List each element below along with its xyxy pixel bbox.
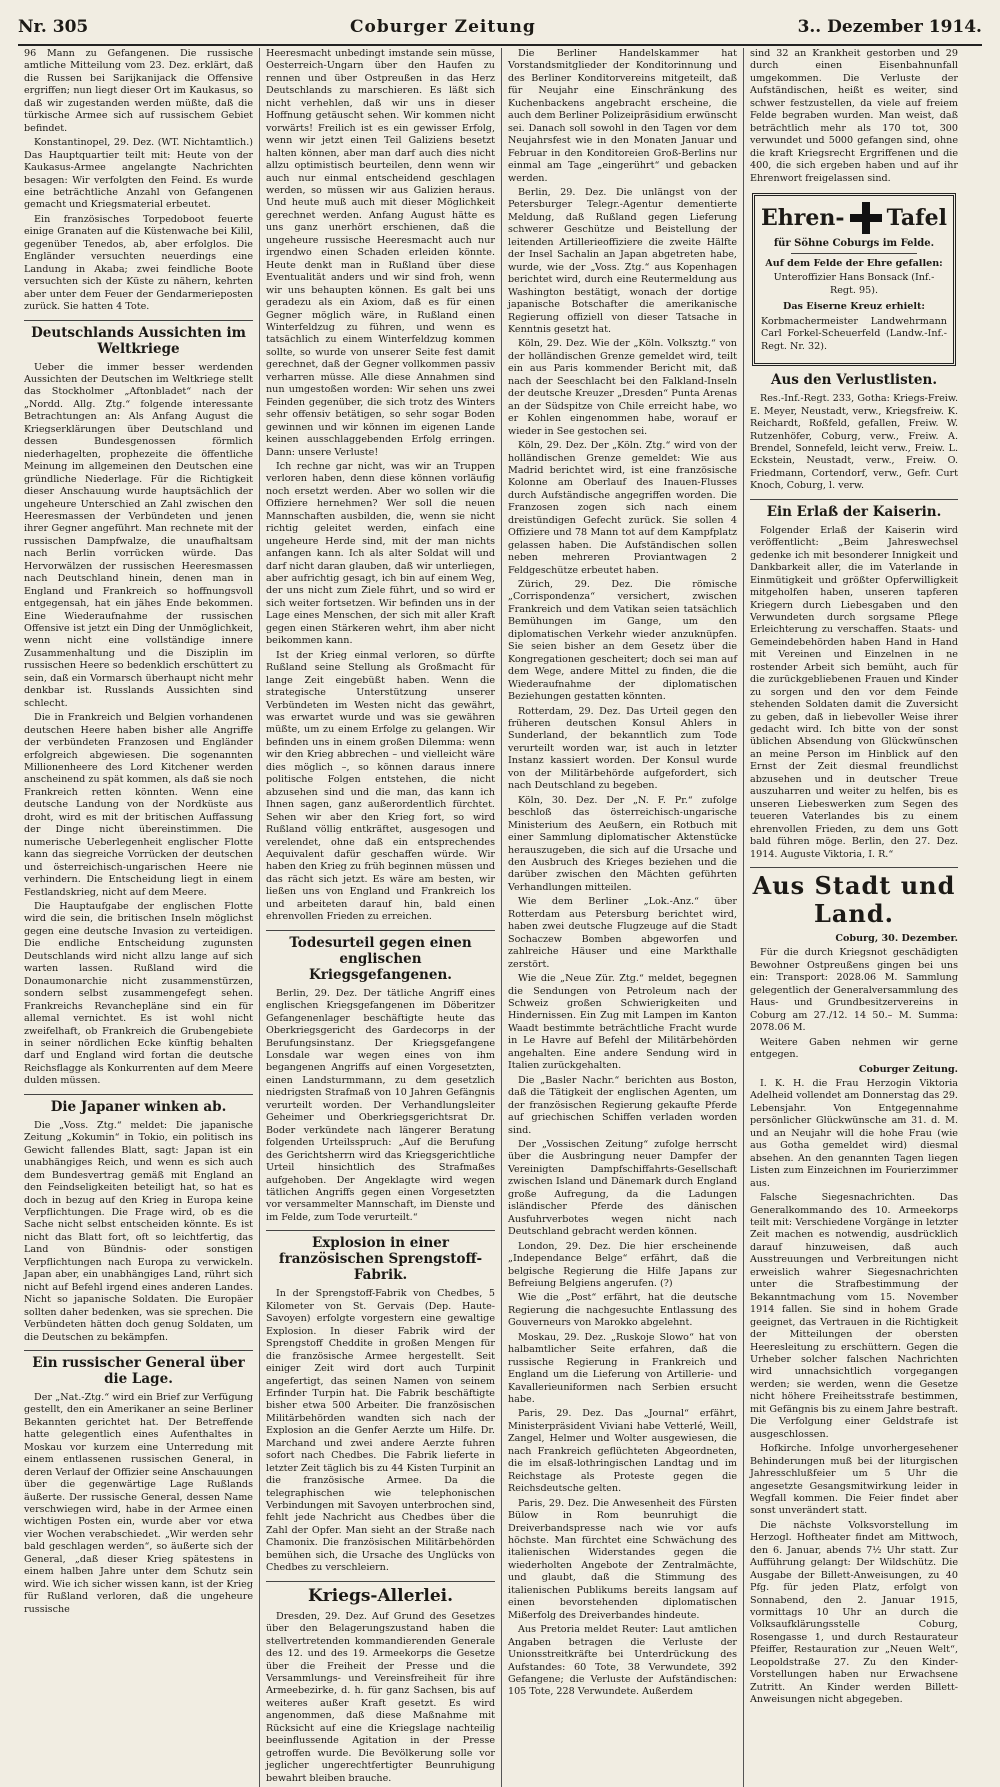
article-text: Weitere Gaben nehmen wir gerne entgegen. — [750, 1036, 958, 1061]
headline: Todesurteil gegen einen englischen Kriegsgefangenen. — [266, 930, 495, 983]
section-headline: Aus Stadt und Land. — [750, 867, 958, 928]
article-text: Wie die „Post“ erfährt, hat die deutsche Regierung die nachgesuchte Entlassung des Gouverneurs von Marokko abgelehnt. — [508, 1292, 737, 1329]
honor-roll-title — [761, 202, 947, 234]
article-text: Wie die „Neue Zür. Ztg.“ meldet, begegnen die Sendungen von Petroleum nach der Schweiz großen Schwierigkeiten und Hindernissen. Ein Zug mit Lampen im Kanton Waadt bestimmte beträchtliche Fracht wurde in Le Havre auf Befehl der Militärbehörden angehalten. Eine andere Sendung wird in Italien zurückgehalten. — [508, 973, 737, 1072]
article-text: Hofkirche. Infolge unvorhergesehener Behinderungen muß bei der liturgischen Jahresschlußfeier um 5 Uhr die angesetzte Gesangsmitwirkung leider in Wegfall kommen. Die Feier findet aber sonst unverändert statt. — [750, 1443, 958, 1517]
article-text: Konstantinopel, 29. Dez. (WT. Nichtamtlich.) Das Hauptquartier teilt mit: Heute von der Kaukasus-Armee angelangte Nachrichten besagen: Wir verfolgten den Feind. Es wurde eine beträchtliche Anzahl von Gefangenen gemacht und Kriegsmaterial erbeutet. — [24, 137, 253, 211]
article-text: Die „Basler Nachr.“ berichten aus Boston, daß die Tätigkeit der englischen Agenten, um der französischen Regierung gekaufte Pferde auf griechischen Schiffen verladen worden sind. — [508, 1074, 737, 1136]
article-text: Zürich, 29. Dez. Die römische „Corrispondenza“ versichert, zwischen Frankreich und dem Vatikan seien tatsächlich Bemühungen im Gange, um den diplomatischen Verkehr wieder anzuknüpfen. Sie seien bisher an dem Gesetz über die Kongregationen gescheitert; doch sei man auf dem Wege, andere Mittel zu finden, die die Wiederaufnahme der diplomatischen Beziehungen gestatten könnten. — [508, 579, 737, 703]
article-text: Ueber die immer besser werdenden Aussichten der Deutschen im Weltkriege stellt das Stockholmer „Aftonbladet“ nach der „Nordd. Allg. Ztg.“ folgende interessante Betrachtungen an: Als Anfang August die Kriegserklärungen über Deutschland und dessen Bundesgenossen förmlich niederhagelten, prophezeite die öffentliche Meinung im allgemeinen den Deutschen eine gründliche Niederlage. Für die Richtigkeit dieser Anschauung wurde hauptsächlich der ungeheure Unterschied an Zahl zwischen den Heeresmassen der Verbündeten und jenen ihrer Gegner angeführt. Man rechnete mit der russischen Dampfwalze, die unaufhaltsam nach Berlin vorrücken würde. Das Hervorwälzen der russischen Heeresmassen nach Deutschland hinein, denen man in England und Frankreich so hoffnungsvoll entgegensah, hat ein jähes Ende bekommen. Eine Wiederaufnahme der russischen Offensive ist jetzt ein Ding der Unmöglichkeit, wenn nicht eine vollständige innere Zusammenhaltung und die Disziplin im russischen Heere so bedenklich erschüttert zu sein, daß ein Vormarsch überhaupt nicht mehr denkbar ist. Russlands Aussichten sind schlecht. — [24, 361, 253, 709]
honor-cross-heading: Das Eiserne Kreuz erhielt: — [783, 301, 925, 313]
columns — [18, 48, 982, 1784]
headline: Die Japaner winken ab. — [24, 1094, 253, 1115]
divider — [791, 253, 917, 254]
honor-roll-subtitle: für Söhne Coburgs im Felde. — [773, 237, 935, 249]
honor-roll-title-right: Tafel — [886, 204, 947, 231]
headline: Kriegs-Allerlei. — [266, 1581, 495, 1606]
signature: Coburger Zeitung. — [858, 1063, 958, 1075]
article-text: Die „Voss. Ztg.“ meldet: Die japanische Zeitung „Kokumin“ in Tokio, ein politisch ins Gewicht fallendes Blatt, sagt: Japan ist ein unabhängiges Reich, und wenn es sich auch dem Bundesvertrag gemäß mit England an den Feindseligkeiten beteiligt hat, so hat es doch in bezug auf den Krieg in Europa keine Verpflichtungen. Die Frage wird, ob es die Sache nicht selbst entscheiden könnte. Es ist nicht das Blatt fort, oft so leichtfertig, das Land von Bündnis- oder sonstigen Verpflichtungen nach Europa zu verwickeln. Japan aber, ein unabhängiges Land, rührt sich nicht auf Befehl irgend eines anderen Landes. Nicht so japanische Soldaten. Die Europäer sollten daher bedenken, was sie sprechen. Die Verbündeten hätten doch genug Soldaten, um die Deutschen zu bekämpfen. — [24, 1119, 253, 1343]
headline: Ein Erlaß der Kaiserin. — [750, 499, 958, 520]
column-1 — [18, 48, 260, 1787]
article-text: I. K. H. die Frau Herzogin Viktoria Adelheid vollendet am Donnerstag das 29. Lebensjahr. Von Entgegennahme persönlicher Glückwünsche am 31. d. M. und an Neujahr will die hohe Frau (wie aus Gotha gemeldet wird) diesmal absehen. An den genannten Tagen liegen Listen zum Einzeichnen im Fourierzimmer aus. — [750, 1078, 958, 1189]
column-3 — [502, 48, 744, 1787]
iron-cross-icon — [850, 202, 880, 234]
article-text: Köln, 29. Dez. Der „Köln. Ztg.“ wird von der holländischen Grenze gemeldet: Wie aus Madrid berichtet wird, ist eine französische Kolonne am Oberlauf des Inauen-Flusses durch Aufständische angegriffen worden. Die Franzosen zogen sich nach einem dreistündigen Gefecht zurück. Sie sollen 4 Offiziere und 78 Mann tot auf dem Kampfplatz gelassen haben. Die Aufständischen sollen neben mehreren Proviantwagen 2 Feldgeschütze erbeutet haben. — [508, 440, 737, 576]
article-text: Paris, 29. Dez. Die Anwesenheit des Fürsten Bülow in Rom beunruhigt die Dreiverbandspresse nach wie vor aufs höchste. Man fürchtet eine Schwächung des italienischen Widerstandes gegen die wiederholten Angebote der Zentralmächte, und glaubt, daß die Stimmung des italienischen Publikums bereits langsam auf einen bevorstehenden diplomatischen Mißerfolg des Dreiverbandes hindeute. — [508, 1497, 737, 1621]
dateline: Coburg, 30. Dezember. — [835, 933, 958, 945]
honor-cross-line: Korbmachermeister Landwehrmann Carl Forkel-Scheuerfeld (Landw.-Inf.-Regt. Nr. 32). — [761, 315, 947, 352]
article-text: Die Hauptaufgabe der englischen Flotte wird die sein, die britischen Inseln möglichst gegen eine deutsche Invasion zu verteidigen. Die endliche Entscheidung zugunsten Deutschlands wird nicht allzu lange auf sich warten lassen. Rußland wird die Donaumonarchie nicht zusammenstürzen, sondern selbst zusammengefegt sehen. Frankreichs Revanchepläne sind ein für allemal vernichtet. Es ist wohl nicht zweifelhaft, ob Frankreich die Grubengebiete in seiner nördlichen Ecke künftig behalten darf und England wird fortan die deutsche Reichsflagge als Konkurrenten auf dem Meere dulden müssen. — [24, 901, 253, 1087]
honor-roll-title-left: Ehren- — [761, 204, 845, 231]
article-text: Wie dem Berliner „Lok.-Anz.“ über Rotterdam aus Petersburg berichtet wird, haben zwei deutsche Flugzeuge auf die Stadt Sochaczew Bomben abgeworfen und zahlreiche Häuser und eine Markthalle zerstört. — [508, 896, 737, 970]
article-text: Köln, 29. Dez. Wie der „Köln. Volksztg.“ von der holländischen Grenze gemeldet wird, teilt ein aus Paris kommender Bericht mit, daß nach der Seeschlacht bei den Falkland-Inseln der deutsche Kreuzer „Dresden“ Punta Arenas an der Südspitze von Chile erreicht habe, wo er Kohlen eingenommen habe, worauf er wieder in See gestochen sei. — [508, 338, 737, 437]
masthead — [18, 10, 982, 46]
article-text: Für die durch Kriegsnot geschädigten Bewohner Ostpreußens gingen bei uns ein: Transport: 2028.06 M. Sammlung gelegentlich der Generalversammlung des Haus- und Grundbesitzervereins in Coburg am 27./12. 14 50.– M. Summa: 2078.06 M. — [750, 947, 958, 1034]
honor-roll-box — [752, 193, 956, 366]
article-text: Falsche Siegesnachrichten. Das Generalkommando des 10. Armeekorps teilt mit: Verschiedene Vorgänge in letzter Zeit machen es notwendig, ausdrücklich darauf hinzuweisen, daß auch Ausstreuungen und Verbreitungen nicht erweislich wahrer Siegesnachrichten unter die Strafbestimmung der Bekanntmachung vom 15. November 1914 fallen. Sie sind in hohem Grade geeignet, das Vertrauen in die Richtigkeit der Mitteilungen der obersten Heeresleitung zu erschüttern. Gegen die Urheber solcher falschen Nachrichten wird unnachsichtlich vorgegangen werden; sie werden, wenn die Gesetze nicht höhere Freiheitsstrafe bestimmen, mit Gefängnis bis zu einem Jahre bestraft. Die Verfolgung einer Geldstrafe ist ausgeschlossen. — [750, 1192, 958, 1440]
newspaper-title: Coburger Zeitung — [350, 17, 536, 37]
article-text: Die in Frankreich und Belgien vorhandenen deutschen Heere haben bisher alle Angriffe der verbündeten Franzosen und Engländer erfolgreich abgewiesen. Die sogenannten Millionenheere des Lord Kitchener werden anscheinend zu spät kommen, als daß sie noch Frankreich retten könnten. Wenn eine deutsche Landung von der Nordküste aus droht, wird es mit der britischen Auffassung der Dinge nicht übereinstimmen. Die numerische Ueberlegenheit englischer Flotte kann das siegreiche Vorrücken der deutschen und österreichisch-ungarischen Heere nie verhindern. Die Entscheidung liegt in einem Festlandskrieg, nicht auf dem Meere. — [24, 712, 253, 898]
article-text: Die Berliner Handelskammer hat Vorstandsmitglieder der Konditorinnung und des Berliner Konditorvereins mitgeteilt, daß für Neujahr eine Einschränkung des Kuchenbackens angebracht erscheine, die auch dem Berliner Polizeipräsidium erwünscht sei. Danach soll sowohl in den Tagen vor dem Neujahrsfest wie in den Monaten Januar und Februar in den Konditoreien Groß-Berlins nur einmal am Tage „eingerührt“ und gebacken werden. — [508, 48, 737, 184]
headline: Explosion in einer französischen Sprengstoff-Fabrik. — [266, 1230, 495, 1283]
article-text: 96 Mann zu Gefangenen. Die russische amtliche Mitteilung vom 23. Dez. erklärt, daß die Russen bei Sarijkanijack die Offensive ergriffen; nun liegt dieser Ort im Kaukasus, so daß wir zugestanden werden müßte, daß die türkische Armee sich auf russischem Gebiet befindet. — [24, 48, 253, 134]
article-text: Paris, 29. Dez. Das „Journal“ erfährt, Ministerpräsident Viviani habe Vetterlé, Weill, Zangel, Helmer und Wolter ausgewiesen, die nach Frankreich geflüchteten Abgeordneten, die im elsaß-lothringischen Landtag und im Reichstage als Proteste gegen die Reichsdeutsche gelten. — [508, 1408, 737, 1495]
article-text: In der Sprengstoff-Fabrik von Chedbes, 5 Kilometer von St. Gervais (Dep. Haute-Savoyen) erfolgte vorgestern eine gewaltige Explosion. In dieser Fabrik wird der Sprengstoff Cheddite in großen Mengen für die französische Armee hergestellt. Seit einiger Zeit wird dort auch Turpinit angefertigt, das seinen Namen von seinem Erfinder Turpin hat. Die Fabrik beschäftigte bisher etwa 500 Arbeiter. Die französischen Militärbehörden wandten sich nach der Explosion an die Genfer Aerzte um Hilfe. Dr. Marchand und zwei andere Aerzte fuhren sofort nach Chedbes. Die Fabrik lieferte in letzter Zeit täglich bis zu 44 Kisten Turpinit an die französische Armee. Da die telegraphischen wie telephonischen Verbindungen mit Savoyen unterbrochen sind, fehlt jede Nachricht aus Chedbes über die Zahl der Opfer. Man sieht an der Straße nach Chamonix. Die französischen Militärbehörden bemühen sich, die Ursache des Unglücks von Chedbes zu verschleiern. — [266, 1288, 495, 1574]
article-text: Ich rechne gar nicht, was wir an Truppen verloren haben, denn diese können vorläufig noch ersetzt werden. Aber wo sollen wir die Offiziere hernehmen? Wer soll die neuen Mannschaften ausbilden, die, wenn sie nicht richtig geleitet werden, einfach eine ungeheure Herde sind, mit der man nichts anfangen kann. Ich als alter Soldat will und darf nicht daran glauben, daß wir unterliegen, aber aufrichtig gesagt, ich bin auf einem Weg, der uns nicht zum Ziele führt, und so wird er sich weiter fortsetzen. Wir befinden uns in der Lage eines Menschen, der sich mit aller Kraft gegen einen Stärkeren wehrt, ihm aber nicht beikommen kann. — [266, 460, 495, 647]
article-text: Moskau, 29. Dez. „Ruskoje Slowo“ hat von halbamtlicher Seite erfahren, daß die russische Regierung in Frankreich und England um die Lieferung von Artillerie- und Kavallerieuniformen nach Serbien ersucht habe. — [508, 1331, 737, 1406]
issue-date: 3.. Dezember 1914. — [797, 17, 982, 37]
article-text: Der „Vossischen Zeitung“ zufolge herrscht über die Ausbringung neuer Dampfer der Vereinigten Dampfschiffahrts-Gesellschaft zwischen Island und Dänemark durch England große Aufregung, da die Ladungen isländischer Pferde des dänischen Ausfuhrverbotes wegen nicht nach Deutschland gebracht werden können. — [508, 1138, 737, 1238]
column-2 — [260, 48, 502, 1787]
column-4 — [744, 48, 964, 1787]
article-text: Köln, 30. Dez. Der „N. F. Pr.“ zufolge beschloß das österreichisch-ungarische Ministerium des Aeußern, ein Rotbuch mit einer Sammlung diplomatischer Aktenstücke herauszugeben, die sich auf die Ursache und den Ausbruch des Krieges beziehen und die darüber zwischen den Mächten geführten Verhandlungen mitteilen. — [508, 794, 737, 893]
headline: Aus den Verlustlisten. — [770, 372, 938, 389]
issue-number: Nr. 305 — [18, 17, 89, 37]
article-text: Die nächste Volksvorstellung im Herzogl. Hoftheater findet am Mittwoch, den 6. Januar, abends 7½ Uhr statt. Zur Aufführung gelangt: Der Wildschütz. Die Ausgabe der Billett-Anweisungen, zu 40 Pfg. für jeden Platz, erfolgt von Sonnabend, den 2. Januar 1915, vormittags 10 Uhr an durch die Volksaufklärungsstelle Coburg, Rosengasse 1, und durch Restaurateur Pfeiffer, Restauration zur „Neuen Welt“, Leopoldstraße 27. Zu den Kinder-Vorstellungen haben nur Erwachsene Zutritt. An Kinder werden Billett-Anweisungen nicht abgegeben. — [750, 1519, 958, 1706]
article-text: Berlin, 29. Dez. Die unlängst von der Petersburger Telegr.-Agentur dementierte Meldung, daß Rußland gegen Lieferung schwerer Geschütze und Beistellung der leitenden Artillerieoffiziere die zweite Hälfte der Insel Sachalin an Japan abgetreten habe, wurde, wie der „Voss. Ztg.“ aus Kopenhagen berichtet wird, durch eine Reutermeldung aus Washington bestätigt, wonach der dortige japanische Botschafter die amerikanische Regierung offiziell von dieser Tatsache in Kenntnis gesetzt hat. — [508, 186, 737, 335]
article-text: Berlin, 29. Dez. Der tätliche Angriff eines englischen Kriegsgefangenen im Döberitzer Gefangenenlager beschäftigte heute das Oberkriegsgericht des Gardecorps in der Berufungsinstanz. Der Kriegsgefangene Lonsdale war wegen eines von ihm begangenen Angriffs auf einen Vorgesetzten, einen Landsturmmann, zu dem gesetzlich niedrigsten Strafmaß von 10 Jahren Gefängnis verurteilt worden. Der Verhandlungsleiter Geheimer und Oberkriegsgerichtsrat Dr. Boder verkündete nach längerer Beratung folgenden Urteilsspruch: „Auf die Berufung des Gerichtsherrn wird das Kriegsgerichtliche Urteil hinsichtlich des Strafmaßes aufgehoben. Der Angeklagte wird wegen tätlichen Angriffs gegen einen Vorgesetzten vor versammelter Mannschaft, im Dienste und im Felde, zum Tode verurteilt.“ — [266, 987, 495, 1223]
article-text: Aus Pretoria meldet Reuter: Laut amtlichen Angaben betragen die Verluste der Unionsstreitkräfte bei Unterdrückung des Aufstandes: 60 Tote, 38 Verwundete, 392 Gefangene; die Verluste der Aufständischen: 105 Tote, 228 Verwundete. Außerdem — [508, 1624, 737, 1698]
article-text: Rotterdam, 29. Dez. Das Urteil gegen den früheren deutschen Konsul Ahlers in Sunderland, der bekanntlich zum Tode verurteilt worden war, ist auch in letzter Instanz kassiert worden. Der Konsul wurde von der Militärbehörde aufgefordert, sich nach Deutschland zu begeben. — [508, 705, 737, 792]
article-text: Folgender Erlaß der Kaiserin wird veröffentlicht: „Beim Jahreswechsel gedenke ich mit besonderer Innigkeit und Dankbarkeit aller, die im Vaterlande in Einmütigkeit und größter Opferwilligkeit mitgeholfen haben, unseren tapferen Kriegern durch Liebesgaben und den Verwundeten durch sorgsame Pflege Erleichterung zu verschaffen. Staats- und Gemeindebehörden haben Hand in Hand mit Vereinen und Einzelnen in ne rostender Arbeit sich bemüht, auch für die zurückgebliebenen Frauen und Kinder zu sorgen und den vor dem Feinde stehenden Soldaten damit die Zuversicht zu geben, daß in liebevoller Weise ihrer gedacht wird. Ich bitte von der sonst üblichen Absendung von Glückwünschen an meine Person im Hinblick auf den Ernst der Zeit diesmal freundlichst abzusehen und in deutscher Treue auszuharren und weiter zu helfen, bis es unseren Liebeswerken zum Segen des teueren Vaterlandes bis zu einem ehrenvollen Frieden, zu dem uns Gott bald führen möge. Berlin, den 27. Dez. 1914. Auguste Viktoria, I. R.“ — [750, 524, 958, 860]
article-text: London, 29. Dez. Die hier erscheinende „Independance Belge“ erfährt, daß die belgische Regierung die Hilfe Japans zur Befreiung Belgiens angerufen. (?) — [508, 1240, 737, 1289]
article-text: Heeresmacht unbedingt imstande sein müsse, Oesterreich-Ungarn über den Haufen zu rennen und über Ostpreußen in das Herz Deutschlands zu marschieren. Es läßt sich nicht verhehlen, daß wir uns in dieser Hoffnung getäuscht sehen. Wir kommen nicht vorwärts! Freilich ist es ein gewisser Erfolg, wenn wir jetzt einen Teil Galiziens besetzt halten können, aber man darf auch dies nicht allzu optimistisch beurteilen, denn wenn wir auch nur einmal entscheidend geschlagen werden, so müssen wir aus Galizien heraus. Und heute muß auch mit dieser Möglichkeit gerechnet werden. Anfang August hätte es uns ganz unerhört erschienen, daß die ungeheure russische Heeresmacht auch nur irgendwo einen Schaden erleiden könnte. Heute denkt man in Rußland über diese Eventualität anders und wir sind froh, wenn wir uns behaupten können. Es galt bei uns geradezu als ein Axiom, daß es für einen Gegner möglich wäre, in Rußland einen Winterfeldzug zu führen, und wenn es tatsächlich zu einem Winterfeldzug kommen sollte, so wurde von unserer Seite fest damit gerechnet, daß der Gegner vollkommen passiv verharren müsse. Alle diese Annahmen sind nun umgestoßen worden: Wir sehen uns zwei Feinden gegenüber, die sich trotz des Winters sehr offensiv betätigen, so sehr sogar Boden gewinnen und wir können im eigenen Lande keinen ausschlaggebenden Erfolg erringen. Dann: unsere Verluste! — [266, 48, 495, 458]
headline: Ein russischer General über die Lage. — [24, 1350, 253, 1387]
honor-death-line: Unteroffizier Hans Bonsack (Inf.-Regt. 95). — [773, 272, 935, 296]
article-text: Res.-Inf.-Regt. 233, Gotha: Kriegs-Freiw. E. Meyer, Neustadt, verw., Kriegsfreiw. K. Reichardt, Roßfeld, gefallen, Freiw. W. Rutzenhöfer, Coburg, verw., Freiw. A. Brendel, Sonnefeld, leicht verw., Freiw. L. Eckstein, Neustadt, verw., Freiw. O. Friedmann, Cortendorf, verw., Gefr. Curt Knoch, Coburg, l. verw. — [750, 393, 958, 492]
article-text: Ist der Krieg einmal verloren, so dürfte Rußland seine Stellung als Großmacht für lange Zeit eingebüßt haben. Wenn die strategische Unterstützung unserer Verbündeten im Westen nicht das gewährt, was erwartet wurde und was sie gewähren müßte, um zu einem Erfolge zu gelangen. Wir befinden uns in einem großen Dilemma: wenn wir den Krieg abbrechen – und vielleicht wäre dies möglich –, so können daraus innere politische Folgen entstehen, die nicht abzusehen sind und die man, das kann ich Ihnen sagen, ganz außerordentlich fürchtet. Sehen wir aber den Krieg fort, so wird Rußland völlig entkräftet, ausgesogen und verelendet, ohne daß ein entsprechendes Aequivalent dafür geschaffen würde. Wir haben den Krieg zu früh beginnen müssen und das rächt sich jetzt. Es wäre am besten, wir ließen uns von England und Frankreich los und arbeiteten darauf hin, bald einen ehrenvollen Frieden zu erreichen. — [266, 649, 495, 923]
article-text: sind 32 an Krankheit gestorben und 29 durch einen Eisenbahnunfall umgekommen. Die Verluste der Aufständischen, heißt es weiter, sind schwer festzustellen, da viele auf freiem Felde begraben wurden. Man weist, daß beträchtlich mehr als 170 tot, 300 verwundet und 5000 gefangen sind, ohne die kraft Kriegsrecht Ergriffenen und die 400, die sich ergeben haben und auf ihr Ehrenwort freigelassen sind. — [750, 48, 958, 184]
honor-death-heading: Auf dem Felde der Ehre gefallen: — [765, 257, 943, 269]
article-text: Der „Nat.-Ztg.“ wird ein Brief zur Verfügung gestellt, den ein Amerikaner an seine Berliner Bekannten gerichtet hat. Der Betreffende hatte gelegentlich eines Aufenthaltes in Moskau vor kurzem eine Unterredung mit einem entlassenen russischen General, in deren Verlauf der Offizier seine Anschauungen über die gegenwärtige Lage Rußlands äußerte. Der russische General, dessen Name verschwiegen wird, habe in der Armee einen wichtigen Posten ein, wurde aber vor etwa vier Wochen verabschiedet. „Wir werden sehr bald geschlagen werden“, so äußerte sich der General, „daß dieser Krieg spätestens in einem halben Jahre unter dem Schutz sein wird. Wie ich sicher wissen kann, ist der Krieg für Rußland verloren, daß die ungeheure russische — [24, 1391, 253, 1615]
article-text: Dresden, 29. Dez. Auf Grund des Gesetzes über den Belagerungszustand haben die stellvertretenden kommandierenden Generale des 12. und des 19. Armeekorps die Gesetze über die Freiheit der Presse und die Versammlungs- und Vereinsfreiheit für ihre Armeebezirke, d. h. für ganz Sachsen, bis auf weiteres außer Kraft gesetzt. Es wird angenommen, daß diese Maßnahme mit Rücksicht auf eine die Kriegslage nachteilig beeinflussende Agitation in der Presse getroffen wurde. Die Bevölkerung solle vor jeglicher ungerechtfertigter Beunruhigung bewahrt bleiben brauche. — [266, 1610, 495, 1784]
article-text: Ein französisches Torpedoboot feuerte einige Granaten auf die Küstenwache bei Kilil, gegenüber Tenedos, ab, aber erfolglos. Die Engländer versuchten neuerdings eine Landung in Akaba; zwei feindliche Boote versuchten sich der Küste zu nähern, kehrten aber unter dem Feuer der Gendarmerieposten zurück. Sie hatten 4 Tote. — [24, 213, 253, 313]
headline: Deutschlands Aussichten im Weltkriege — [24, 320, 253, 357]
